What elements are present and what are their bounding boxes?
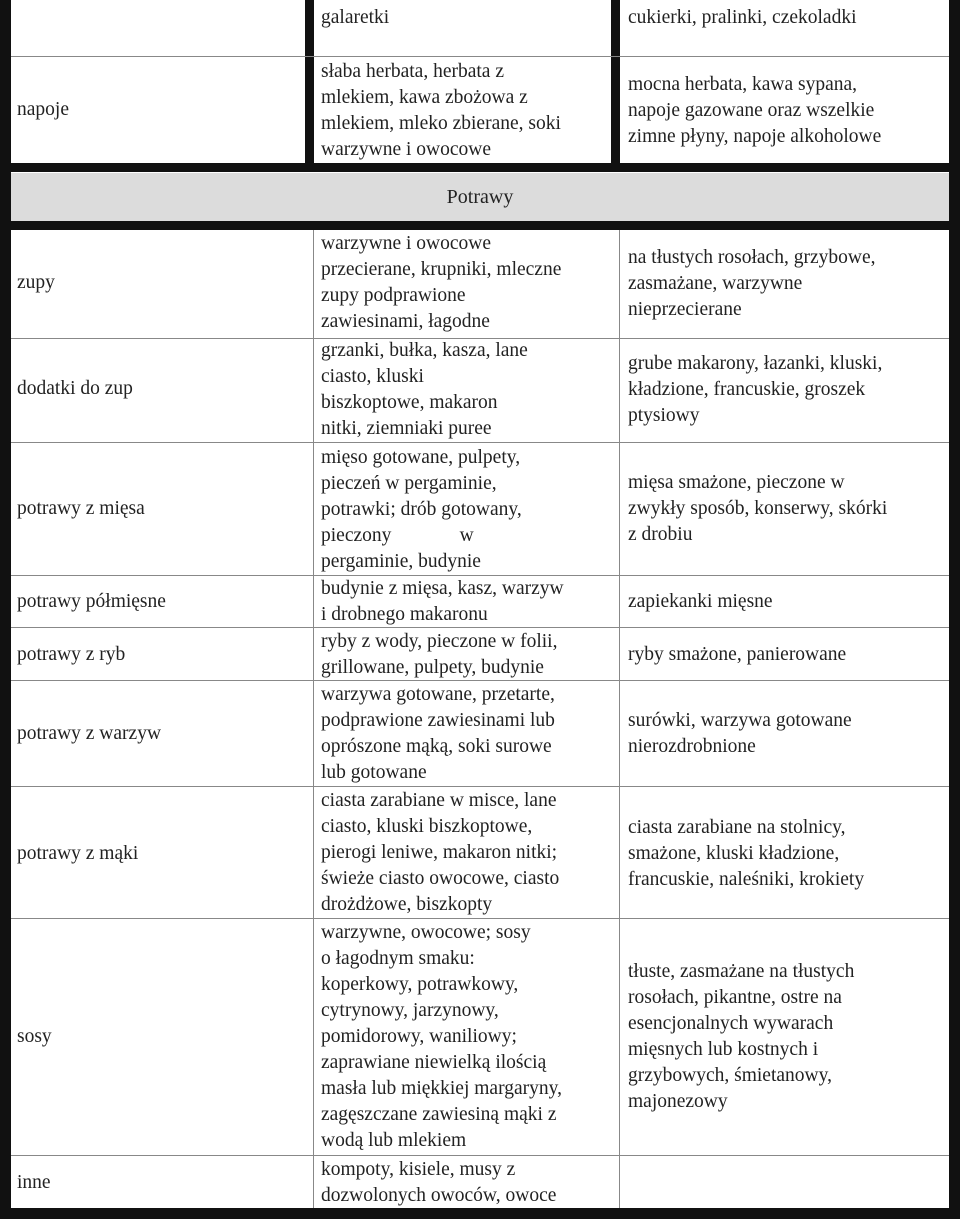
forbidden-text: grzybowych, śmietanowy, (628, 1065, 832, 1086)
column-border-left (305, 0, 314, 163)
allowed-text: koperkowy, potrawkowy, (321, 974, 519, 995)
allowed-text: cytrynowy, jarzynowy, (321, 1000, 499, 1021)
category-sosy: sosy (17, 1026, 52, 1047)
allowed-text: podprawione zawiesinami lub (321, 710, 555, 731)
forbidden-text: na tłustych rosołach, grzybowe, (628, 247, 876, 268)
allowed-text: warzywne i owocowe (321, 139, 492, 160)
allowed-text: zagęszczane zawiesiną mąki z (321, 1104, 557, 1125)
column-divider (313, 230, 314, 1208)
forbidden-text: grube makarony, łazanki, kluski, (628, 353, 883, 374)
forbidden-text: zasmażane, warzywne (628, 273, 803, 294)
section-border-top (0, 163, 960, 172)
category-zupy: zupy (17, 272, 55, 293)
allowed-text: pergaminie, budynie (321, 551, 481, 572)
allowed-text: o łagodnym smaku: (321, 948, 475, 969)
forbidden-text: ptysiowy (628, 405, 700, 426)
forbidden-text: tłuste, zasmażane na tłustych (628, 961, 855, 982)
forbidden-text: nierozdrobnione (628, 736, 756, 757)
allowed-text: galaretki (321, 7, 390, 28)
allowed-text: zaprawiane niewielką ilością (321, 1052, 547, 1073)
allowed-text: oprószone mąką, soki surowe (321, 736, 552, 757)
allowed-text: słaba herbata, herbata z (321, 61, 504, 82)
allowed-text: potrawki; drób gotowany, (321, 499, 522, 520)
category-potrawy-z-warzyw: potrawy z warzyw (17, 723, 162, 744)
forbidden-text: napoje gazowane oraz wszelkie (628, 100, 875, 121)
row-divider (11, 1155, 949, 1156)
allowed-text: ciasto, kluski biszkoptowe, (321, 816, 533, 837)
forbidden-text: mięsnych lub kostnych i (628, 1039, 819, 1060)
allowed-text: zawiesinami, łagodne (321, 311, 490, 332)
row-divider (11, 786, 949, 787)
forbidden-text: zimne płyny, napoje alkoholowe (628, 126, 882, 147)
allowed-text: mięso gotowane, pulpety, (321, 447, 521, 468)
forbidden-text: mocna herbata, kawa sypana, (628, 74, 858, 95)
allowed-text: mlekiem, kawa zbożowa z (321, 87, 528, 108)
allowed-text: warzywa gotowane, przetarte, (321, 684, 555, 705)
allowed-text: drożdżowe, biszkopty (321, 894, 493, 915)
allowed-text: pieczeń w pergaminie, (321, 473, 497, 494)
table-border-bottom (0, 1208, 960, 1219)
allowed-text: biszkoptowe, makaron (321, 392, 498, 413)
category-dodatki-do-zup: dodatki do zup (17, 378, 133, 399)
category-potrawy-z-ryb: potrawy z ryb (17, 644, 126, 665)
allowed-text: mlekiem, mleko zbierane, soki (321, 113, 561, 134)
forbidden-text: z drobiu (628, 524, 693, 545)
allowed-text: grillowane, pulpety, budynie (321, 657, 544, 678)
allowed-text: pieczony w (321, 525, 474, 546)
allowed-text: ciasto, kluski (321, 366, 424, 387)
allowed-text: nitki, ziemniaki puree (321, 418, 492, 439)
section-border-bottom (0, 221, 960, 230)
forbidden-text: mięsa smażone, pieczone w (628, 472, 845, 493)
section-title: Potrawy (446, 186, 514, 208)
allowed-text: przecierane, krupniki, mleczne (321, 259, 562, 280)
forbidden-text: ciasta zarabiane na stolnicy, (628, 817, 846, 838)
category-potrawy-z-maki: potrawy z mąki (17, 843, 139, 864)
forbidden-text: surówki, warzywa gotowane (628, 710, 852, 731)
allowed-text: pierogi leniwe, makaron nitki; (321, 842, 558, 863)
column-divider (619, 230, 620, 1208)
allowed-text: pomidorowy, waniliowy; (321, 1026, 517, 1047)
forbidden-text: ryby smażone, panierowane (628, 644, 847, 665)
forbidden-text: smażone, kluski kładzione, (628, 843, 840, 864)
allowed-text: dozwolonych owoców, owoce (321, 1185, 557, 1206)
forbidden-text: cukierki, pralinki, czekoladki (628, 7, 857, 28)
forbidden-text: zapiekanki mięsne (628, 591, 773, 612)
forbidden-text: zwykły sposób, konserwy, skórki (628, 498, 888, 519)
allowed-text: warzywne, owocowe; sosy (321, 922, 531, 943)
category-potrawy-z-miesa: potrawy z mięsa (17, 498, 145, 519)
column-border-right (611, 0, 620, 163)
allowed-text: zupy podprawione (321, 285, 466, 306)
allowed-text: ryby z wody, pieczone w folii, (321, 631, 558, 652)
category-napoje: napoje (17, 99, 69, 120)
allowed-text: wodą lub mlekiem (321, 1130, 467, 1151)
allowed-text: lub gotowane (321, 762, 427, 783)
allowed-text: budynie z mięsa, kasz, warzyw (321, 578, 564, 599)
row-divider (11, 56, 949, 57)
forbidden-text: nieprzecierane (628, 299, 742, 320)
category-inne: inne (17, 1172, 51, 1193)
forbidden-text: rosołach, pikantne, ostre na (628, 987, 842, 1008)
allowed-text: kompoty, kisiele, musy z (321, 1159, 516, 1180)
allowed-text: i drobnego makaronu (321, 604, 488, 625)
forbidden-text: esencjonalnych wywarach (628, 1013, 834, 1034)
forbidden-text: majonezowy (628, 1091, 728, 1112)
allowed-text: ciasta zarabiane w misce, lane (321, 790, 557, 811)
allowed-text: grzanki, bułka, kasza, lane (321, 340, 528, 361)
allowed-text: warzywne i owocowe (321, 233, 492, 254)
category-potrawy-polmiesne: potrawy półmięsne (17, 591, 166, 612)
forbidden-text: kładzione, francuskie, groszek (628, 379, 866, 400)
allowed-text: masła lub miękkiej margaryny, (321, 1078, 562, 1099)
allowed-text: świeże ciasto owocowe, ciasto (321, 868, 560, 889)
forbidden-text: francuskie, naleśniki, krokiety (628, 869, 865, 890)
